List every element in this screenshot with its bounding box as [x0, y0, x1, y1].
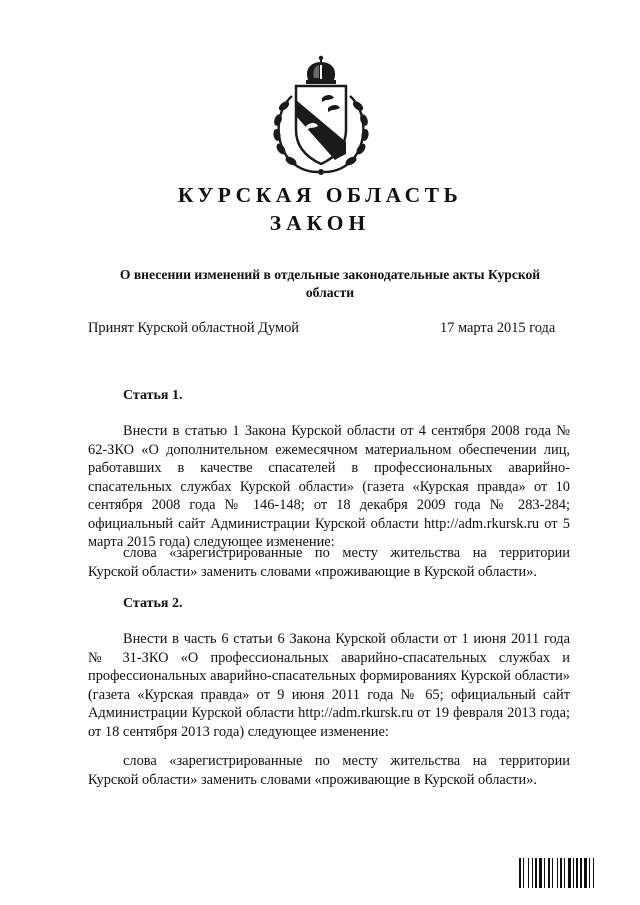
adopted-by: Принят Курской областной Думой — [88, 320, 299, 336]
article-1-paragraph-2: слова «зарегистрированные по месту жительства на территории Курской области» заменить словами «проживающие в Курской области». — [88, 545, 570, 580]
document-type-title: ЗАКОН — [269, 211, 371, 235]
adoption-date: 17 марта 2015 года — [440, 320, 556, 336]
article-2-paragraph-1: Внести в часть 6 статьи 6 Закона Курской области от 1 июня 2011 года № 31-ЗКО «О профессиональных аварийно-спасательных службах и профессиональных аварийно-спасательных формированиях Курской области» (газета «Курская правда» от 9 июня 2011 года № 65; официальный сайт Администрации Курской области http://adm.rkursk.ru от 19 февраля 2013 года; от 18 сентября 2013 года) следующее изменение: — [88, 631, 570, 740]
coat-of-arms-emblem — [262, 54, 380, 178]
law-subtitle: О внесении изменений в отдельные законодательные акты Курской области — [119, 267, 541, 300]
article-2-paragraph-2: слова «зарегистрированные по месту жительства на территории Курской области» заменить словами «проживающие в Курской области». — [88, 753, 570, 788]
article-1-paragraph-1: Внести в статью 1 Закона Курской области от 4 сентября 2008 года № 62-ЗКО «О дополнительном ежемесячном материальном обеспечении лиц, работавших в качестве спасателей в профессиональных аварийно-спасательных службах Курской области» (газета «Курская правда» от 10 сентября 2008 года № 146-148; от 18 декабря 2009 года № 283-284; официальный сайт Администрации Курской области http://adm.rkursk.ru от 5 марта 2015 года) следующее изменение: — [88, 423, 570, 550]
article-1-heading: Статья 1. — [123, 388, 183, 403]
article-2-heading: Статья 2. — [123, 596, 183, 611]
region-title: КУРСКАЯ ОБЛАСТЬ — [177, 183, 463, 207]
barcode — [519, 858, 611, 888]
